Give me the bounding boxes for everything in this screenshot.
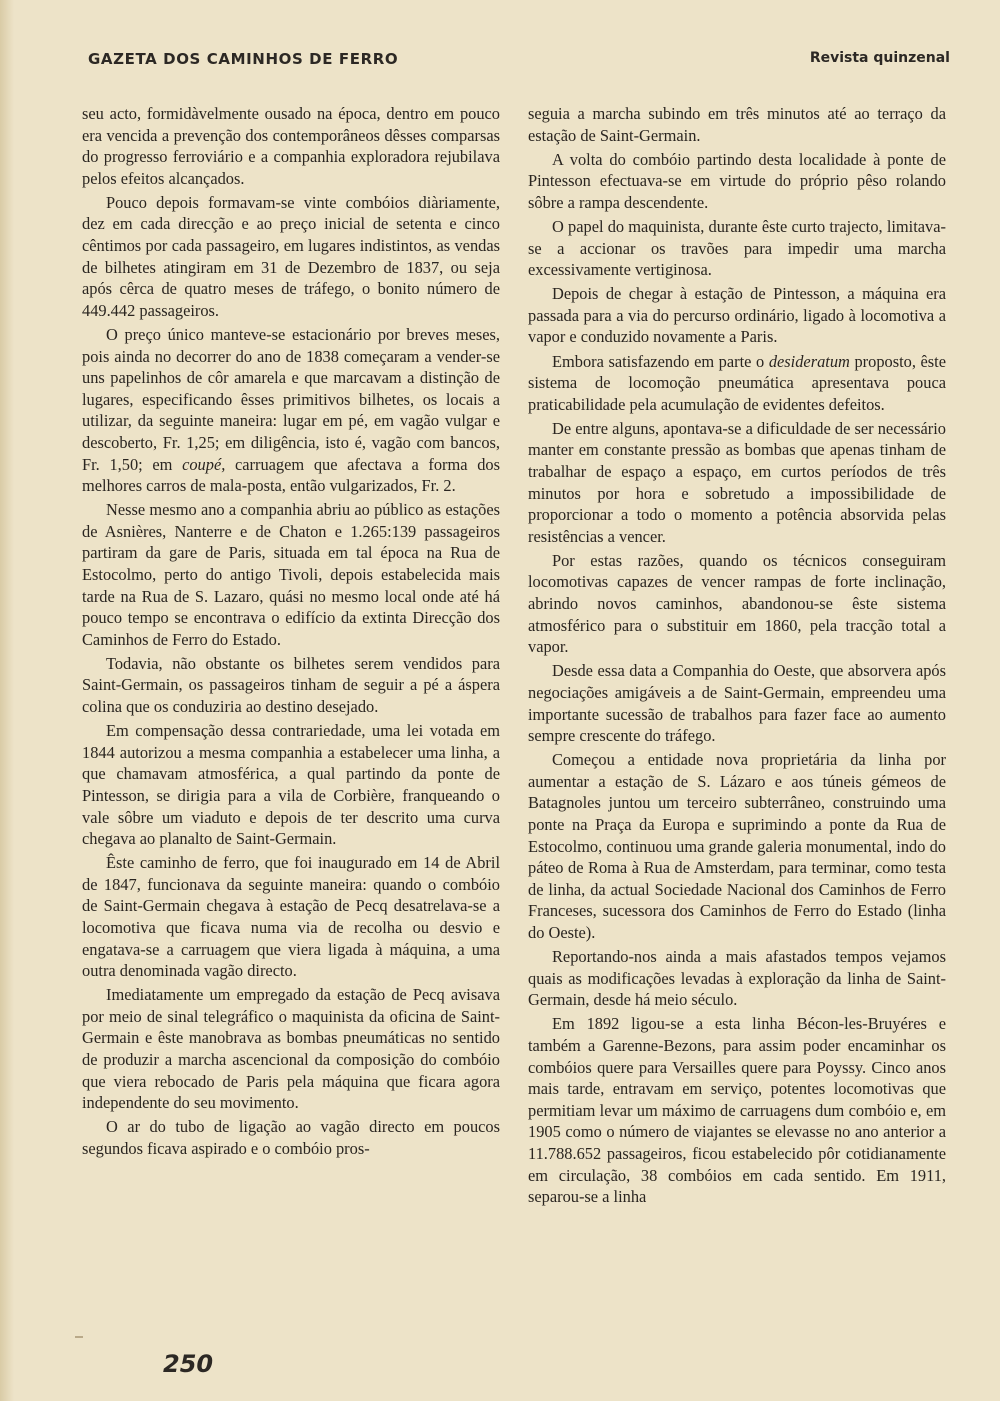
page-header	[88, 50, 950, 72]
paragraph-text: Embora satisfazendo em parte o	[552, 351, 769, 371]
paragraph: Todavia, não obstante os bilhetes serem vendidos para Saint-Germain, os passageiros tinham de seguir a pé a áspera colina que os conduziria ao destino desejado.	[82, 653, 500, 717]
journal-title: GAZETA DOS CAMINHOS DE FERRO	[88, 50, 399, 68]
left-column	[82, 103, 500, 1162]
paragraph: De entre alguns, apontava-se a dificuldade de ser necessário manter em constante pressão as bombas que apenas tinham de trabalhar de espaço a espaço, em curtos períodos de três minutos por hora e sobretudo a impossibilidade de proporcionar a todo o momento a potência absorvida pelas resistências a vencer.	[528, 418, 946, 546]
paragraph: Por estas razões, quando os técnicos conseguiram locomotivas capazes de vencer rampas de forte inclinação, abrindo novos caminhos, abandonou-se êste sistema atmosférico para o substituir em 1860, pela tracção total a vapor.	[528, 550, 946, 657]
paragraph: Êste caminho de ferro, que foi inaugurado em 14 de Abril de 1847, funcionava da seguinte maneira: quando o combóio de Saint-Germain chegava à estação de Pecq desatrelava-se a locomotiva que ficava numa via de recolha ou desvio e engatava-se a carruagem que viera ligada à máquina, a uma outra denominada vagão directo.	[82, 853, 500, 981]
italic-term: coupé,	[182, 454, 226, 474]
paragraph-text: O preço único manteve-se estacionário por breves meses, pois ainda no decorrer do ano de 1838 começaram a vender-se uns papelinhos de côr amarela e que marcavam a distinção de lugares, especificando êsses primitivos bilhetes, os locais a utilizar, da seguinte maneira: lugar em pé, em vagão vulgar e descoberto, Fr. 1,25; em diligência, isto é, vagão com bancos, Fr. 1,50; em	[82, 324, 500, 474]
paragraph: Reportando-nos ainda a mais afastados tempos vejamos quais as modificações levadas à exploração da linha de Saint-Germain, desde há meio século.	[528, 947, 946, 1010]
paragraph	[528, 351, 946, 416]
paragraph-text: proposto, êste sistema de locomoção pneumática apresentava pouca praticabilidade pela acumulação de evidentes defeitos.	[528, 351, 946, 414]
journal-subtitle: Revista quinzenal	[809, 50, 950, 66]
paragraph: O ar do tubo de ligação ao vagão directo em poucos segundos ficava aspirado e o combóio pros-	[82, 1117, 500, 1158]
paragraph: Imediatamente um empregado da estação de Pecq avisava por meio de sinal telegráfico o maquinista da oficina de Saint-Germain e êste manobrava as bombas pneumáticas no sentido de produzir a marcha ascencional da composição do combóio que viera rebocado de Paris pela máquina que ficara agora independente do seu movimento.	[82, 985, 500, 1113]
page-number: 250	[163, 1350, 214, 1378]
paragraph-text: carruagem que afectava a forma dos melhores carros de mala-posta, então vulgarizados, Fr. 2.	[82, 454, 500, 496]
italic-term: desideratum	[768, 351, 850, 371]
paragraph: Desde essa data a Companhia do Oeste, que absorvera após negociações amigáveis a de Saint-Germain, empreendeu uma importante sucessão de trabalhos para fazer face ao aumento sempre crescente do tráfego.	[528, 661, 946, 746]
paragraph: Nesse mesmo ano a companhia abriu ao público as estações de Asnières, Nanterre e de Chaton e 1.265:139 passageiros partiram da gare de Paris, situada em tal época na Rua de Estocolmo, perto do antigo Tivoli, depois estabelecida mais tarde na Rua de S. Lazaro, quási no mesmo local onde até há pouco tempo se encontrava o edifício da extinta Direcção dos Caminhos de Ferro do Estado.	[82, 500, 500, 649]
paragraph: seu acto, formidàvelmente ousado na época, dentro em pouco era vencida a prevenção dos contemporâneos dêsses comparsas do progresso ferroviário e a companhia exploradora rejubilava pelos efeitos alcançados.	[82, 104, 500, 188]
paragraph: Depois de chegar à estação de Pintesson, a máquina era passada para a via do percurso ordinário, ligado à locomotiva a vapor e conduzido novamente a Paris.	[528, 284, 946, 347]
paragraph: seguia a marcha subindo em três minutos até ao terraço da estação de Saint-Germain.	[528, 104, 946, 145]
paragraph	[82, 324, 500, 497]
paragraph: O papel do maquinista, durante êste curto trajecto, limitava-se a accionar os travões para impedir uma marcha excessivamente vertiginosa.	[528, 216, 946, 280]
page-edge	[0, 0, 14, 1401]
paragraph: Pouco depois formavam-se vinte combóios diàriamente, dez em cada direcção e ao preço inicial de setenta e cinco cêntimos por cada passageiro, em lugares indistintos, as vendas de bilhetes atingiram em 31 de Dezembro de 1837, ou seja após cêrca de quatro meses de tráfego, o bonito número de 449.442 passageiros.	[82, 192, 500, 320]
paragraph: Começou a entidade nova proprietária da linha por aumentar a estação de S. Lázaro e aos túneis gémeos de Batagnoles juntou um terceiro subterrâneo, construindo uma ponte na Praça da Europa e suprimindo a ponte da Rua de Estocolmo, continuou uma grande galeria monumental, indo do páteo de Roma à Rua de Amsterdam, para terminar, como testa de linha, da actual Sociedade Nacional dos Caminhos de Ferro Franceses, sucessora dos Caminhos de Ferro do Estado (linha do Oeste).	[528, 750, 946, 942]
paragraph: Em compensação dessa contrariedade, uma lei votada em 1844 autorizou a mesma companhia a estabelecer uma linha, a que chamavam atmosférica, a qual partindo da ponte de Pintesson, se dirigia para a vila de Corbière, franqueando o vale sôbre um viaduto e depois de ter descrito uma curva chegava ao planalto de Saint-Germain.	[82, 721, 500, 849]
right-column	[528, 103, 946, 1210]
paragraph: A volta do combóio partindo desta localidade à ponte de Pintesson efectuava-se em virtude do próprio pêso rolando sôbre a rampa descendente.	[528, 149, 946, 212]
print-mark	[75, 1336, 83, 1338]
paragraph: Em 1892 ligou-se a esta linha Bécon-les-Bruyéres e também a Garenne-Bezons, para assim poder encaminhar os combóios quere para Versailles quere para Poyssy. Cinco anos mais tarde, entravam em serviço, potentes locomotivas que permitiam levar um máximo de carruagens dum combóio e, em 1905 como o número de viajantes se elevasse no ano anterior a 11.788.652 passageiros, ficou estabelecido pôr cotidianamente em circulação, 38 combóios em cada sentido. Em 1911, separou-se a linha	[528, 1014, 946, 1207]
